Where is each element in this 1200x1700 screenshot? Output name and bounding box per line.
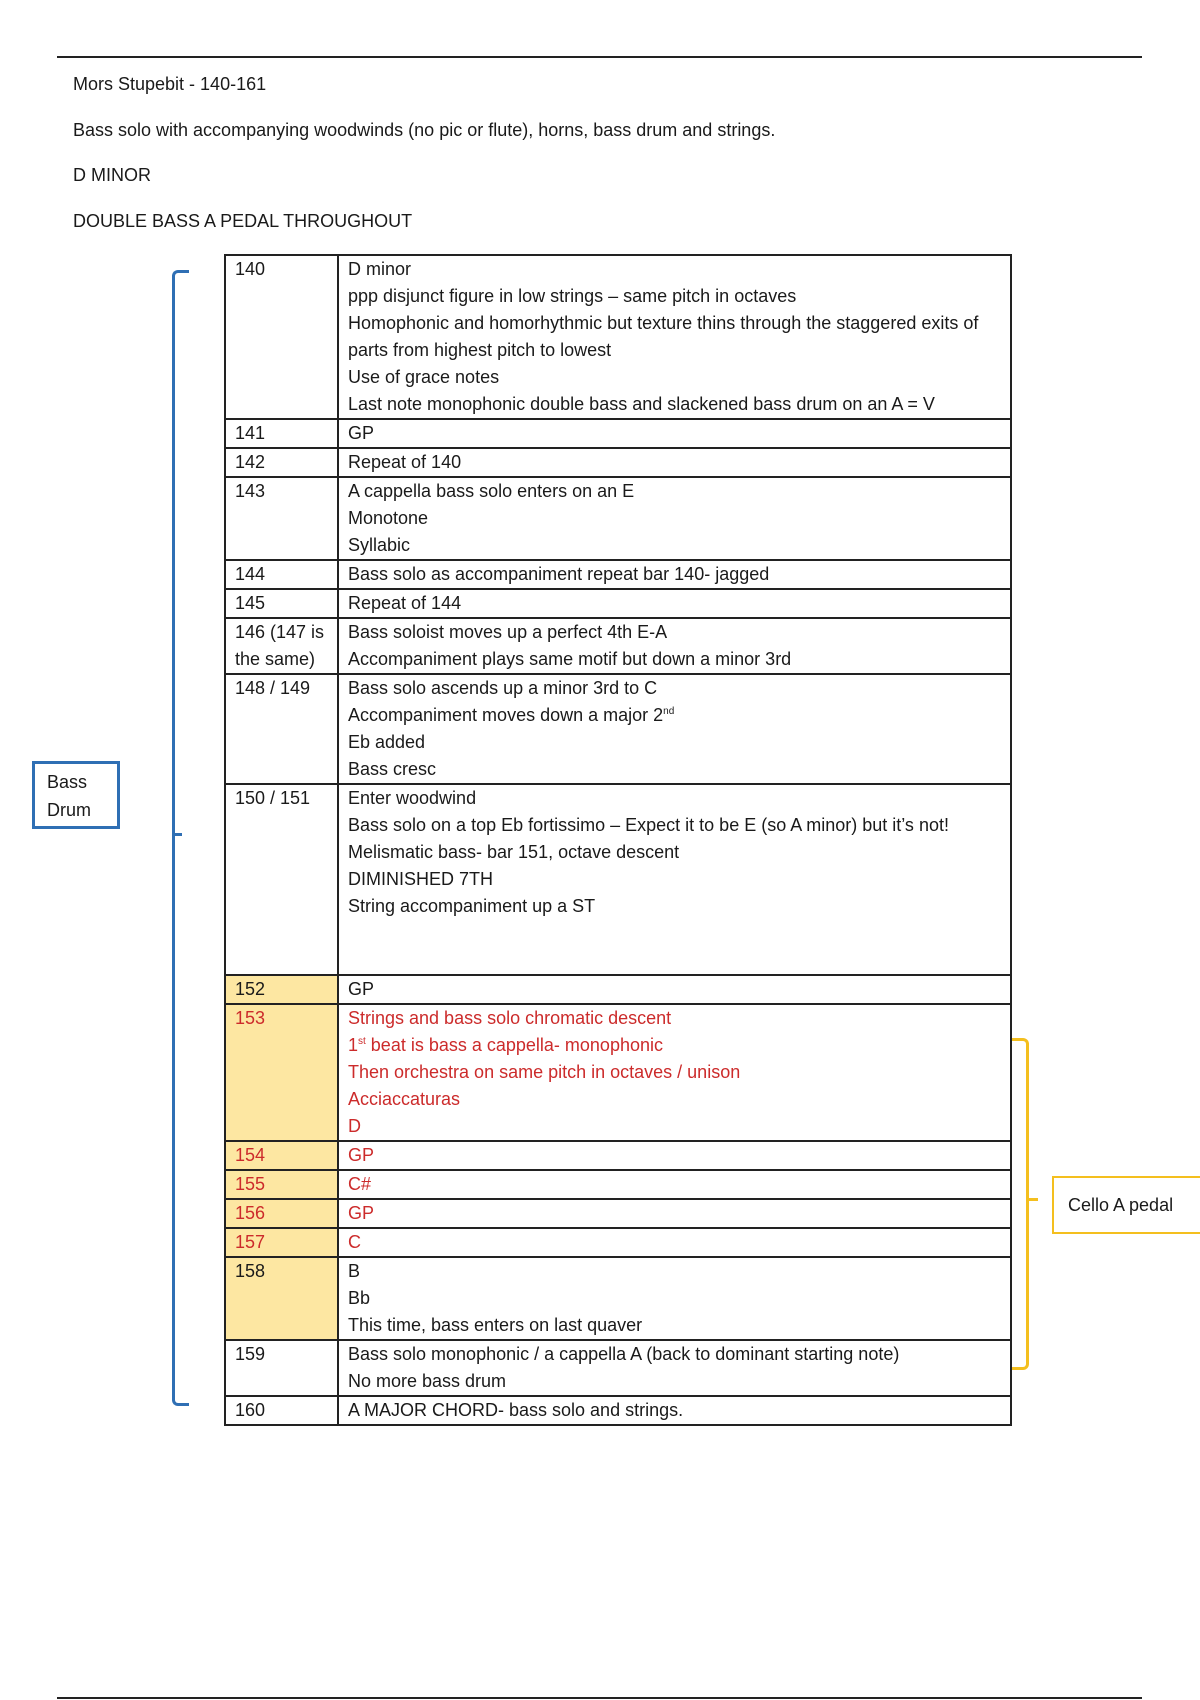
note-line: Bass solo monophonic / a cappella A (back to dominant starting note) bbox=[348, 1344, 900, 1364]
note-line: A MAJOR CHORD- bass solo and strings. bbox=[348, 1400, 684, 1420]
note-line: D minor bbox=[348, 259, 412, 279]
note-line: This time, bass enters on last quaver bbox=[348, 1315, 643, 1335]
bar-cell: 157 bbox=[225, 1228, 338, 1257]
bar-cell: 143 bbox=[225, 477, 338, 560]
table-row bbox=[225, 1396, 1011, 1425]
bar-cell: 152 bbox=[225, 975, 338, 1004]
note-line: GP bbox=[348, 423, 375, 443]
notes-cell bbox=[338, 1340, 1011, 1396]
note-line: Bass soloist moves up a perfect 4th E-A bbox=[348, 622, 668, 642]
notes-cell bbox=[338, 589, 1011, 618]
note-line: No more bass drum bbox=[348, 1371, 507, 1391]
table-row bbox=[225, 1141, 1011, 1170]
note-line: Accompaniment plays same motif but down a minor 3rd bbox=[348, 649, 792, 669]
note-line: Homophonic and homorhythmic but texture thins through the staggered exits of parts from highest pitch to lowest bbox=[348, 313, 979, 360]
note-line: Bb bbox=[348, 1288, 371, 1308]
notes-cell bbox=[338, 477, 1011, 560]
note-line: Then orchestra on same pitch in octaves / unison bbox=[348, 1062, 741, 1082]
note-line: Bass solo as accompaniment repeat bar 140- jagged bbox=[348, 564, 770, 584]
notes-cell bbox=[338, 1199, 1011, 1228]
bar-cell: 145 bbox=[225, 589, 338, 618]
table-row bbox=[225, 1257, 1011, 1340]
note-line: Monotone bbox=[348, 508, 429, 528]
bottom-rule bbox=[57, 1697, 1142, 1699]
bass-drum-bracket-tick bbox=[172, 833, 182, 836]
notes-cell bbox=[338, 448, 1011, 477]
cello-pedal-bracket bbox=[1012, 1038, 1029, 1370]
note-text: beat is bass a cappella- monophonic bbox=[365, 1035, 663, 1055]
note-line: Acciaccaturas bbox=[348, 1089, 461, 1109]
table-row bbox=[225, 589, 1011, 618]
note-line: Syllabic bbox=[348, 535, 411, 555]
ordinal-suffix: st bbox=[358, 1036, 366, 1047]
table-row bbox=[225, 1170, 1011, 1199]
notes-cell bbox=[338, 1396, 1011, 1425]
bar-cell: 154 bbox=[225, 1141, 338, 1170]
top-rule bbox=[57, 56, 1142, 58]
note-line: Strings and bass solo chromatic descent bbox=[348, 1008, 672, 1028]
table-row bbox=[225, 1004, 1011, 1141]
note-line bbox=[348, 702, 1001, 729]
bar-cell: 159 bbox=[225, 1340, 338, 1396]
note-line: Repeat of 144 bbox=[348, 593, 462, 613]
ordinal-number: 1 bbox=[348, 1035, 359, 1055]
bar-cell: 158 bbox=[225, 1257, 338, 1340]
note-line: C bbox=[348, 1232, 361, 1252]
table-row bbox=[225, 784, 1011, 975]
note-line: Last note monophonic double bass and slackened bass drum on an A = V bbox=[348, 394, 935, 414]
bar-cell: 144 bbox=[225, 560, 338, 589]
note-line: ppp disjunct figure in low strings – same pitch in octaves bbox=[348, 286, 797, 306]
note-line: Bass solo on a top Eb fortissimo – Expect it to be E (so A minor) but it’s not! bbox=[348, 815, 949, 835]
bar-cell: 142 bbox=[225, 448, 338, 477]
bar-cell: 160 bbox=[225, 1396, 338, 1425]
bass-drum-label bbox=[32, 761, 120, 829]
bar-cell: 156 bbox=[225, 1199, 338, 1228]
analysis-table bbox=[224, 254, 1012, 1426]
note-line bbox=[348, 1032, 1001, 1059]
table-row bbox=[225, 419, 1011, 448]
bass-drum-label-line: Bass bbox=[47, 772, 88, 792]
notes-cell bbox=[338, 1141, 1011, 1170]
notes-cell bbox=[338, 975, 1011, 1004]
doc-title: Mors Stupebit - 140-161 bbox=[73, 74, 267, 94]
notes-cell bbox=[338, 419, 1011, 448]
bass-drum-label-line: Drum bbox=[47, 800, 91, 820]
doc-description: Bass solo with accompanying woodwinds (no pic or flute), horns, bass drum and strings. bbox=[73, 120, 776, 140]
note-line: Melismatic bass- bar 151, octave descent bbox=[348, 842, 680, 862]
note-line: Repeat of 140 bbox=[348, 452, 462, 472]
cello-pedal-bracket-tick bbox=[1029, 1198, 1038, 1201]
note-line: GP bbox=[348, 979, 375, 999]
note-line: Bass solo ascends up a minor 3rd to C bbox=[348, 678, 658, 698]
bar-cell: 146 (147 is the same) bbox=[225, 618, 338, 674]
note-line: Eb added bbox=[348, 732, 426, 752]
bar-cell: 140 bbox=[225, 255, 338, 419]
notes-cell bbox=[338, 784, 1011, 975]
notes-cell bbox=[338, 1257, 1011, 1340]
table-row bbox=[225, 975, 1011, 1004]
note-line: C# bbox=[348, 1174, 372, 1194]
bar-cell: 155 bbox=[225, 1170, 338, 1199]
table-row bbox=[225, 1340, 1011, 1396]
notes-cell bbox=[338, 560, 1011, 589]
pedal-heading: DOUBLE BASS A PEDAL THROUGHOUT bbox=[73, 211, 413, 231]
note-line: B bbox=[348, 1261, 361, 1281]
table-row bbox=[225, 448, 1011, 477]
notes-cell bbox=[338, 255, 1011, 419]
table-row bbox=[225, 560, 1011, 589]
cello-pedal-label: Cello A pedal bbox=[1052, 1176, 1200, 1234]
notes-cell bbox=[338, 1170, 1011, 1199]
notes-cell bbox=[338, 1228, 1011, 1257]
notes-cell bbox=[338, 618, 1011, 674]
note-text: Accompaniment moves down a major 2 bbox=[348, 705, 664, 725]
note-line: A cappella bass solo enters on an E bbox=[348, 481, 635, 501]
ordinal-suffix: nd bbox=[663, 706, 675, 717]
table-row bbox=[225, 477, 1011, 560]
table-row bbox=[225, 1199, 1011, 1228]
note-line: D bbox=[348, 1116, 361, 1136]
key-heading: D MINOR bbox=[73, 165, 151, 185]
note-line: Use of grace notes bbox=[348, 367, 500, 387]
notes-cell bbox=[338, 674, 1011, 784]
table-row bbox=[225, 618, 1011, 674]
note-line: DIMINISHED 7TH bbox=[348, 869, 494, 889]
notes-cell bbox=[338, 1004, 1011, 1141]
bar-cell: 141 bbox=[225, 419, 338, 448]
note-line: Enter woodwind bbox=[348, 788, 477, 808]
note-line: GP bbox=[348, 1145, 375, 1165]
bass-drum-bracket bbox=[172, 270, 189, 1406]
bar-cell: 148 / 149 bbox=[225, 674, 338, 784]
table-row bbox=[225, 1228, 1011, 1257]
note-line: GP bbox=[348, 1203, 375, 1223]
note-line: Bass cresc bbox=[348, 759, 437, 779]
bar-cell: 150 / 151 bbox=[225, 784, 338, 975]
bar-cell: 153 bbox=[225, 1004, 338, 1141]
table-row bbox=[225, 674, 1011, 784]
note-line: String accompaniment up a ST bbox=[348, 896, 596, 916]
table-row bbox=[225, 255, 1011, 419]
